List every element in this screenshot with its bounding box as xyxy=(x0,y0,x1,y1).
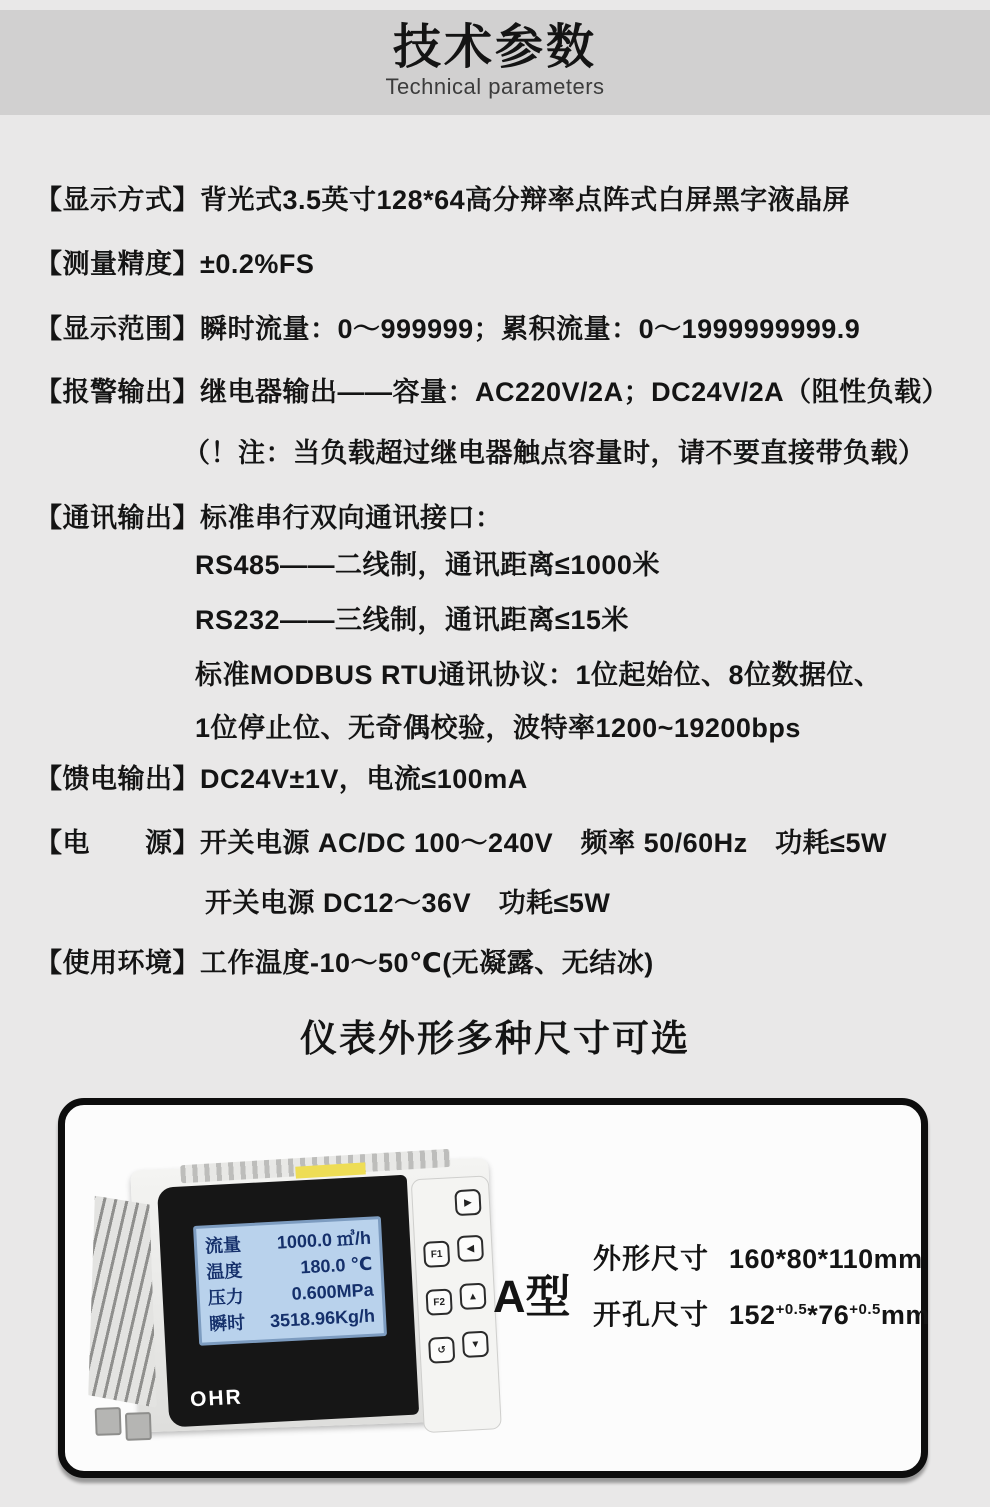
section-heading: 仪表外形多种尺寸可选 xyxy=(300,1018,690,1059)
outline-dimension-value: 160*80*110mm xyxy=(729,1244,923,1274)
lcd-label: 瞬时 xyxy=(208,1312,246,1335)
reset-button-icon: ↺ xyxy=(428,1336,455,1363)
spec-text: RS232——三线制，通讯距离≤15米 xyxy=(195,605,629,635)
spec-row-environment xyxy=(35,947,975,979)
spec-label: 【显示范围】 xyxy=(35,314,200,344)
spec-text: 工作温度-10～50℃(无凝露、无结冰) xyxy=(200,948,654,978)
lcd-label: 压力 xyxy=(207,1286,245,1309)
cutout-height-tolerance: +0.5 xyxy=(849,1301,881,1318)
cutout-dimension-row xyxy=(593,1293,930,1333)
spec-row-display-range xyxy=(35,313,975,345)
cutout-width: 152 xyxy=(729,1300,776,1330)
spec-text: 1位停止位、无奇偶校验，波特率1200~19200bps xyxy=(195,713,801,743)
cutout-height: 76 xyxy=(818,1300,850,1330)
cutout-dimension-label: 开孔尺寸 xyxy=(593,1299,710,1330)
spec-text: 瞬时流量：0～999999；累积流量：0～1999999999.9 xyxy=(200,314,861,344)
spec-text: （！注：当负载超过继电器触点容量时，请不要直接带负载） xyxy=(183,438,926,468)
right-arrow-button-icon: ▶ xyxy=(454,1189,481,1216)
spec-row-baud xyxy=(35,712,975,744)
spec-text: RS485——二线制，通讯距离≤1000米 xyxy=(195,550,660,580)
spec-row-power xyxy=(35,827,975,859)
spec-row-rs232 xyxy=(35,604,975,636)
up-arrow-button-icon: ▲ xyxy=(459,1283,486,1310)
lcd-value: 3518.96Kg/h xyxy=(269,1305,376,1332)
cutout-unit: mm xyxy=(880,1300,930,1330)
spec-text: 标准串行双向通讯接口： xyxy=(200,503,503,533)
spec-row-rs485 xyxy=(35,549,975,581)
spec-label: 【馈电输出】 xyxy=(35,764,200,794)
spec-text: ±0.2%FS xyxy=(200,249,315,279)
lcd-value: 0.600MPa xyxy=(291,1279,375,1304)
device-lcd-screen xyxy=(193,1216,387,1346)
dimension-separator: * xyxy=(807,1300,819,1330)
spec-row-power-dc xyxy=(35,887,975,919)
spec-text: DC24V±1V，电流≤100mA xyxy=(200,764,528,794)
spec-row-accuracy xyxy=(35,248,975,280)
device-photo xyxy=(80,1146,502,1452)
spec-text: 开关电源 AC/DC 100～240V 频率 50/60Hz 功耗≤5W xyxy=(200,828,887,858)
device-front-bezel xyxy=(157,1175,419,1428)
spec-row-display-mode xyxy=(35,184,975,216)
device-vent-grille xyxy=(81,1194,156,1410)
spec-label: 【测量精度】 xyxy=(35,249,200,279)
spec-row-alarm-note xyxy=(35,437,975,469)
lcd-value: 180.0 ℃ xyxy=(299,1253,373,1278)
spec-row-modbus xyxy=(35,659,975,691)
lcd-label: 温度 xyxy=(205,1260,243,1283)
lcd-value: 1000.0 ㎥/h xyxy=(276,1227,372,1253)
page-title: 技术参数 xyxy=(392,21,597,74)
spec-label: 【使用环境】 xyxy=(35,948,200,978)
brand-logo: OHR xyxy=(189,1385,244,1412)
f1-button: F1 xyxy=(423,1241,450,1268)
f2-button: F2 xyxy=(425,1288,452,1315)
spec-label: 【显示方式】 xyxy=(35,185,200,215)
spec-text: 开关电源 DC12～36V 功耗≤5W xyxy=(205,888,611,918)
model-panel xyxy=(58,1098,928,1478)
spec-text: 背光式3.5英寸128*64高分辩率点阵式白屏黑字液晶屏 xyxy=(200,185,851,215)
spec-row-comm-output xyxy=(35,502,975,534)
header-band xyxy=(0,10,990,115)
spec-label: 【报警输出】 xyxy=(35,377,200,407)
spec-text: 继电器输出——容量：AC220V/2A；DC24V/2A（阻性负载） xyxy=(200,377,950,407)
dimensions xyxy=(593,1237,930,1349)
down-arrow-button-icon: ▼ xyxy=(462,1331,489,1358)
spec-row-alarm-output xyxy=(35,376,975,408)
device-keypad xyxy=(411,1175,502,1433)
cutout-width-tolerance: +0.5 xyxy=(775,1301,808,1318)
device-terminal-block xyxy=(125,1412,152,1441)
spec-label: 【电 源】 xyxy=(35,828,200,858)
spec-row-feed-output xyxy=(35,763,975,795)
outline-dimension-row xyxy=(593,1237,930,1277)
cutout-dimension-value xyxy=(729,1300,930,1331)
page-subtitle: Technical parameters xyxy=(385,74,605,99)
model-name: A型 xyxy=(493,1271,571,1322)
spec-label: 【通讯输出】 xyxy=(35,503,200,533)
spec-text: 标准MODBUS RTU通讯协议：1位起始位、8位数据位、 xyxy=(195,660,882,690)
device-terminal-block xyxy=(95,1407,122,1436)
left-arrow-button-icon: ◀ xyxy=(457,1235,484,1262)
outline-dimension-label: 外形尺寸 xyxy=(593,1243,710,1274)
lcd-label: 流量 xyxy=(204,1234,242,1257)
